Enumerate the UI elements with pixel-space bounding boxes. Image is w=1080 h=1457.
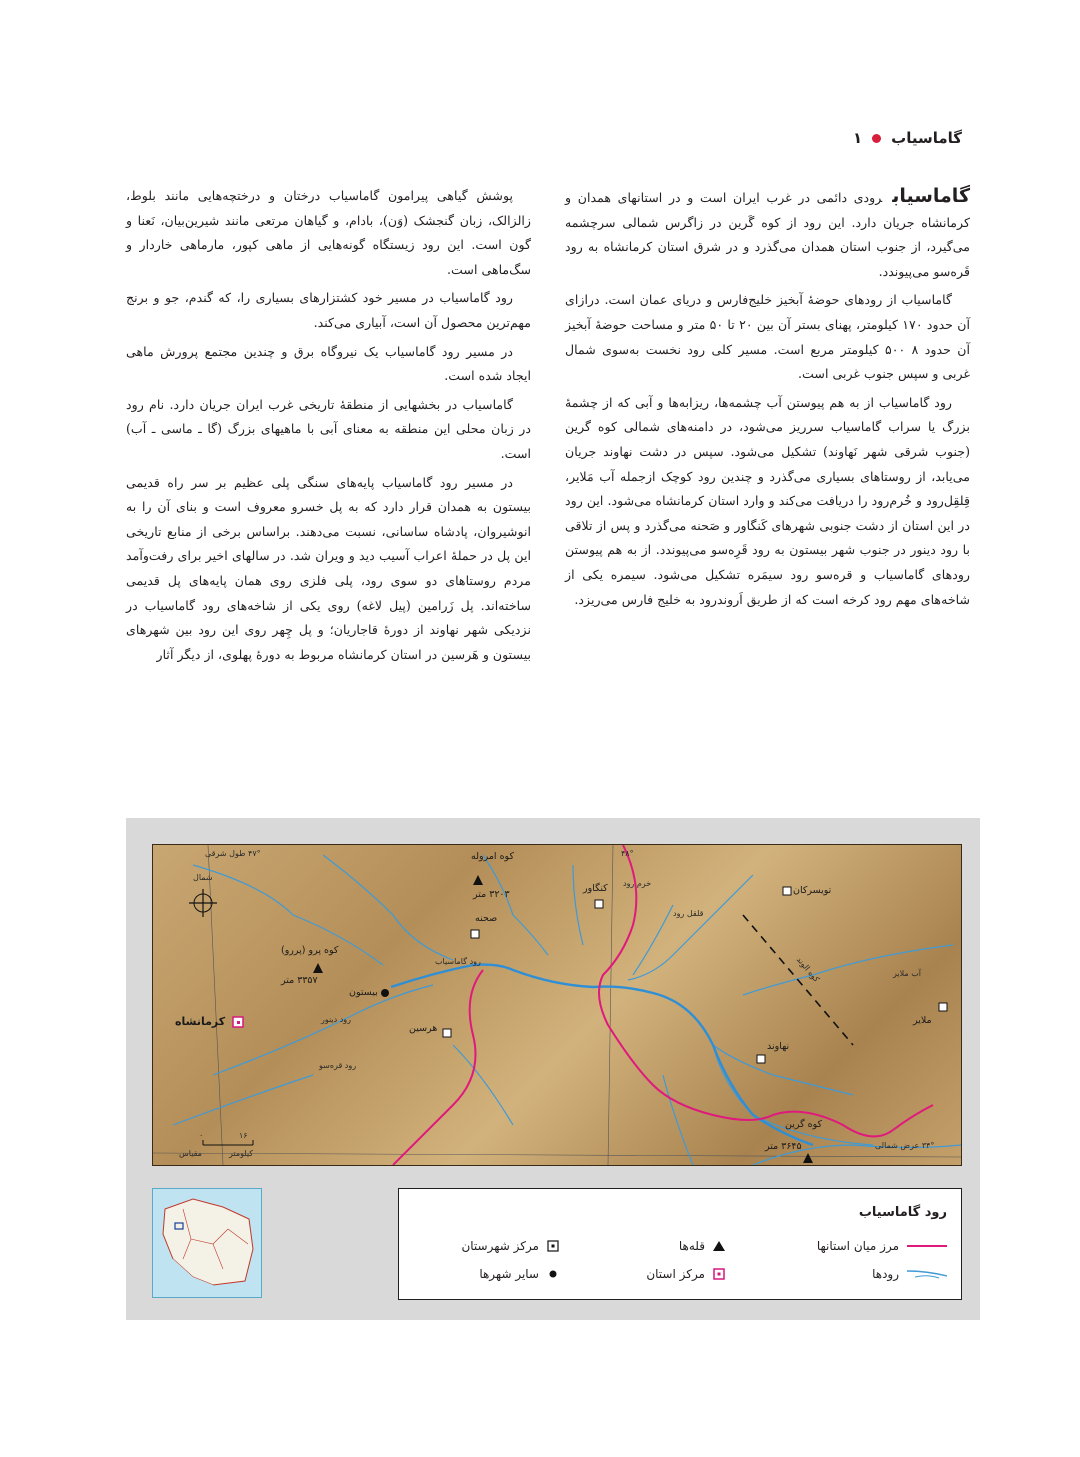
peak-icon <box>803 1153 813 1163</box>
alvand-range-line <box>743 915 853 1045</box>
peak-icon <box>473 875 483 885</box>
legend-item-peaks <box>679 1239 725 1253</box>
map-legend <box>398 1188 962 1300</box>
city-label-nahavand: نهاوند <box>767 1041 790 1052</box>
city-label-kermanshah: کرمانشاه <box>175 1015 226 1028</box>
city-label-tuyserkan: تویسرکان <box>793 885 832 896</box>
north-label: شمال <box>193 873 213 882</box>
locator-inset-map <box>152 1188 262 1298</box>
river-label-dinavar: رود دینور <box>321 1015 352 1024</box>
longitude-47-label: ۴۷° طول شرقی <box>205 849 261 858</box>
legend-label: رودها <box>872 1267 899 1281</box>
longitude-48-label: ۴۸° <box>621 849 634 858</box>
peak-label-parv: کوه پرو (پررو) <box>281 945 339 956</box>
gamasiab-river-line <box>391 965 813 1145</box>
peak-height-garin: ۳۶۴۵ متر <box>765 1141 802 1152</box>
paragraph: رود گاماسیاب از به هم پیوستن آب چشمه‌ها، ریزابه‌ها و آبی که از چشمهٔ بزرگ یا سراب گاماسیاب سرریز می‌شود، در دامنه‌های شمالی کوه گرین (جنوب شرقی شهر نَهاوند) تشکیل می‌شود. سپس در دشت نهاوند جریان می‌یابد، از روستاهای بسیاری می‌گذرد و چندین رود کوچک ازجمله آب مَلایر، قِلقِل‌رود و خُرم‌رود را دریافت می‌کند و وارد استان کرمانشاه می‌شود. این رود در این استان از دشت جنوبی شهرهای کَنگاور و صَحنه می‌گذرد و پس از تلاقی با رود دینور در جنوب شهر بیستون به رود قَرِه‌سو می‌پیوندد. از به هم پیوستن رودهای گاماسیاب و قره‌سو رود سیمَره تشکیل می‌شود. سیمره یکی از شاخه‌های مهم رود کرخه است که از طریق اَروندرود به خلیج فارس می‌ریزد. <box>565 394 970 607</box>
peak-icon <box>313 963 323 973</box>
paragraph: پوشش گیاهی پیرامون گاماسیاب درختان و درختچه‌هایی مانند بلوط، زالزالک، زبان گنجشک (وَن)، بادام، و گیاهان مرتعی مانند شیرین‌بیان، نَعنا و گون است. این رود زیستگاه گونه‌هایی از ماهی کپور، مارماهی خاردار و سگ‌ماهی است. <box>126 188 531 277</box>
river-label-qalqal: قلقل رود <box>673 909 704 918</box>
legend-item-other-cities <box>479 1267 559 1281</box>
red-dot-icon <box>872 134 881 143</box>
paragraph <box>565 184 970 284</box>
paragraph: گاماسیاب از رودهای حوضهٔ آبخیز خلیج‌فارس و دریای عمان است. درازای آن حدود ۱۷۰ کیلومتر، پهنای بستر آن بین ۲۰ تا ۵۰ متر و مساحت حوضهٔ آبخیز آن حدود ۸ ۵۰۰ کیلومتر مربع است. مسیر کلی رود نخست به‌سوی شمال غربی و سپس جنوب غربی است. <box>565 292 971 382</box>
city-label-kangavar: کنگاور <box>583 883 608 894</box>
article-left-column <box>126 184 531 671</box>
paragraph: در مسیر رود گاماسیاب پایه‌های سنگی پلی عظیم بر سر راه قدیمی بیستون به همدان قرار دارد که به پل خسرو معروف است و بنای آن را به انوشیروان، پادشاه ساسانی، نسبت می‌دهند. براساس برخی از منابع تاریخی این پل در حملهٔ اعراب آسیب دید و ویران شد. در سالهای اخیر برای رفت‌وآمد مردم روستاهای دو سوی رود، پلی فلزی روی همان پایه‌های پل قدیمی ساخته‌اند. پل زَرامین (پیل لاغه) روی یکی از شاخه‌های رود گاماسیاب در نزدیکی شهر نهاوند از دورهٔ قاجاریان؛ و پل چِهر روی این رود بین شهرهای بیستون و هَرسین در استان کرمانشاه مربوط به دورهٔ پهلوی، از دیگر آثار <box>126 474 531 662</box>
page-header <box>118 124 962 152</box>
paragraph: در مسیر رود گاماسیاب یک نیروگاه برق و چندین مجتمع پرورش ماهی ایجاد شده است. <box>126 343 531 384</box>
city-dot-icon <box>381 989 389 997</box>
range-label-alvand: کوه الوند <box>794 955 822 984</box>
paragraph: گاماسیاب در بخشهایی از منطقهٔ تاریخی غرب ایران جریان دارد. نام رود در زبان محلی این منطقه به معنای آبی با ماهیهای بزرگ (گا ـ ماسی ـ آب) است. <box>126 396 531 461</box>
legend-item-county-center <box>461 1239 559 1253</box>
peak-height-amrule: ۳۲۰۳ متر <box>473 889 510 900</box>
article-right-column <box>565 184 970 616</box>
legend-label: قله‌ها <box>678 1239 705 1253</box>
province-border-line <box>599 845 933 1136</box>
legend-label: مرکز شهرستان <box>461 1239 539 1253</box>
scale-value: ۱۶ <box>239 1131 248 1140</box>
legend-label: مرز میان استانها <box>816 1239 899 1253</box>
page-number: ۱ <box>852 129 863 147</box>
relief-map <box>152 844 962 1166</box>
scale-zero: ۰ <box>199 1131 204 1140</box>
peak-label-garin: کوه گرین <box>785 1119 823 1130</box>
legend-item-rivers <box>872 1267 947 1281</box>
article-lead-word: گاماسیاب <box>892 185 970 207</box>
map-lines <box>153 845 961 1165</box>
peak-label-amrule: کوه امروله <box>471 851 514 862</box>
paragraph-text: رودی دائمی در غرب ایران است و در استانهای همدان و کرمانشاه جریان دارد. این رود از کوه گَرین در زاگرس شمالی سرچشمه می‌گیرد، از جنوب استان همدان می‌گذرد و در شرق استان کرمانشاه به رود قَره‌سو می‌پیوندد. <box>565 190 970 279</box>
city-label-sahneh: صحنه <box>475 913 498 924</box>
paragraph: رود گاماسیاب در مسیر خود کشتزارهای بسیاری را، که گندم، جو و برنج مهم‌ترین محصول آن است، آبیاری می‌کند. <box>126 290 531 330</box>
scale-unit: کیلومتر <box>229 1149 254 1158</box>
city-label-malayer: ملایر <box>913 1015 932 1026</box>
scale-label: مقیاس <box>179 1149 202 1158</box>
legend-item-province-center <box>646 1267 725 1281</box>
legend-label: مرکز استان <box>646 1267 705 1281</box>
city-label-harsin: هرسین <box>409 1023 438 1034</box>
peak-height-parv: ۳۳۵۷ متر <box>281 975 318 986</box>
river-label-malayer: آب ملایر <box>893 969 921 978</box>
legend-title: رود گاماسیاب <box>858 1205 947 1220</box>
city-label-bisotun: بیستون <box>349 987 378 998</box>
legend-label: سایر شهرها <box>479 1267 539 1281</box>
running-title: گاماسیاب <box>891 129 962 147</box>
river-label-khorram: خرم رود <box>623 879 652 888</box>
latitude-34-label: ۳۴° عرض شمالی <box>875 1141 935 1150</box>
river-label-gamasiab: رود گاماسیاب <box>435 957 481 966</box>
river-label-gharesu: رود قره‌سو <box>319 1061 357 1070</box>
map-figure <box>126 818 980 1320</box>
legend-item-border <box>817 1239 947 1253</box>
